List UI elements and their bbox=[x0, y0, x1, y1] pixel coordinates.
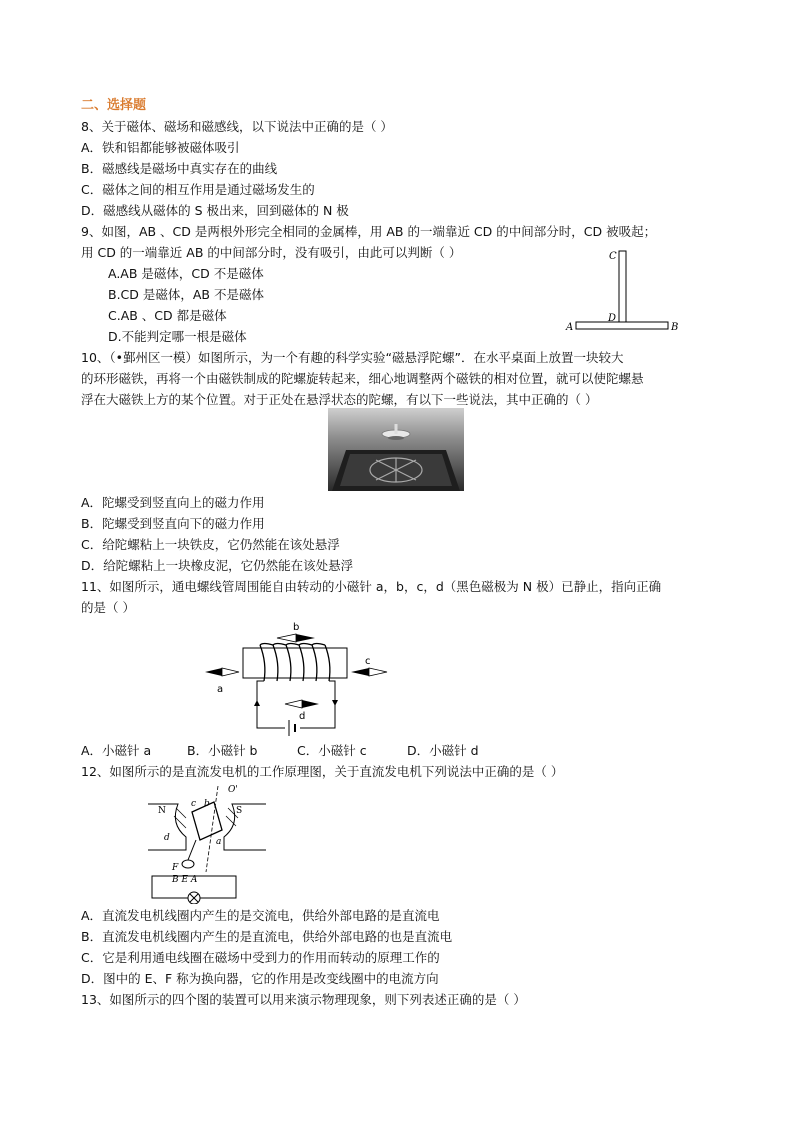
label-d: d bbox=[164, 833, 170, 843]
q10-option-d: D．给陀螺粘上一块橡皮泥，它仍然能在该处悬浮 bbox=[81, 558, 354, 573]
compass-needle-a bbox=[205, 668, 239, 676]
q11-stem-line1: 11、如图所示，通电螺线管周围能自由转动的小磁针 a，b，c，d（黑色磁极为 N 极）已静止，指向正确 bbox=[81, 579, 662, 594]
q12-stem: 12、如图所示的是直流发电机的工作原理图，关于直流发电机下列说法中正确的是（ ） bbox=[81, 764, 564, 779]
q8-stem: 8、关于磁体、磁场和磁感线，以下说法中正确的是（ ） bbox=[81, 119, 393, 134]
needle-label-b: b bbox=[293, 622, 300, 633]
q9-option-d: D.不能判定哪一根是磁体 bbox=[108, 329, 247, 344]
compass-needle-d bbox=[285, 700, 319, 708]
label-b: B bbox=[671, 322, 679, 333]
magnet-pole-s bbox=[224, 804, 266, 850]
section-title: 二、选择题 bbox=[81, 98, 147, 113]
q11-option-d: D．小磁针 d bbox=[407, 743, 479, 758]
q13-stem: 13、如图所示的四个图的装置可以用来演示物理现象，则下列表述正确的是（ ） bbox=[81, 992, 526, 1007]
q9-stem-line2: 用 CD 的一端靠近 AB 的中间部分时，没有吸引，由此可以判断（ ） bbox=[81, 245, 462, 260]
q9-option-a: A.AB 是磁体，CD 不是磁体 bbox=[108, 266, 264, 281]
compass-needle-c bbox=[351, 668, 387, 676]
label-a: a bbox=[216, 837, 222, 847]
q11-options bbox=[81, 743, 479, 759]
label-c: c bbox=[191, 799, 197, 809]
label-s: S bbox=[236, 806, 243, 816]
label-b: b bbox=[204, 799, 210, 809]
q9-stem-line1: 9、如图，AB 、CD 是两根外形完全相同的金属棒，用 AB 的一端靠近 CD 的中间部分时，CD 被吸起； bbox=[81, 224, 657, 239]
q10-stem-line2: 的环形磁铁，再将一个由磁铁制成的陀螺旋转起来，细心地调整两个磁铁的相对位置，就可以使陀螺悬 bbox=[81, 371, 644, 386]
q10-levitating-top-photo bbox=[328, 408, 464, 491]
label-n: N bbox=[158, 806, 166, 816]
q11-option-b: B．小磁针 b bbox=[187, 743, 258, 758]
q11-option-a: A．小磁针 a bbox=[81, 743, 152, 758]
commutator bbox=[182, 860, 194, 868]
q11-solenoid-figure bbox=[205, 618, 405, 738]
label-f: F bbox=[172, 863, 179, 873]
magnet-pole-n bbox=[148, 804, 186, 850]
q8-option-b: B．磁感线是磁场中真实存在的曲线 bbox=[81, 161, 278, 176]
q12-generator-figure bbox=[148, 782, 266, 904]
q11-stem-line2: 的是（ ） bbox=[81, 600, 135, 615]
needle-label-d: d bbox=[299, 711, 306, 722]
rod-ab bbox=[576, 322, 668, 329]
compass-needle-b bbox=[277, 634, 315, 642]
q10-option-b: B．陀螺受到竖直向下的磁力作用 bbox=[81, 516, 265, 531]
rod-cd bbox=[619, 251, 626, 322]
needle-label-c: c bbox=[365, 656, 371, 667]
needle-label-a: a bbox=[217, 684, 224, 695]
label-d: D bbox=[608, 313, 617, 324]
q10-option-a: A．陀螺受到竖直向上的磁力作用 bbox=[81, 495, 265, 510]
q8-option-a: A．铁和铝都能够被磁体吸引 bbox=[81, 140, 240, 155]
q9-option-c: C.AB 、CD 都是磁体 bbox=[108, 308, 227, 323]
q9-rods-figure bbox=[560, 246, 690, 336]
label-o: O' bbox=[228, 785, 238, 795]
label-c: C bbox=[609, 251, 617, 262]
solenoid-core bbox=[243, 648, 347, 678]
q8-option-c: C．磁体之间的相互作用是通过磁场发生的 bbox=[81, 182, 315, 197]
q12-option-d: D．图中的 E、F 称为换向器，它的作用是改变线圈中的电流方向 bbox=[81, 971, 439, 986]
q10-stem-line1: 10、（•鄞州区一模）如图所示，为一个有趣的科学实验“磁悬浮陀螺”．在水平桌面上放置一块较大 bbox=[81, 350, 624, 365]
q12-option-a: A．直流发电机线圈内产生的是交流电，供给外部电路的是直流电 bbox=[81, 908, 440, 923]
label-bea: B E A bbox=[172, 875, 198, 885]
q8-option-d: D．磁感线从磁体的 S 极出来，回到磁体的 N 极 bbox=[81, 203, 349, 218]
q12-option-c: C．它是利用通电线圈在磁场中受到力的作用而转动的原理工作的 bbox=[81, 950, 440, 965]
q10-option-c: C．给陀螺粘上一块铁皮，它仍然能在该处悬浮 bbox=[81, 537, 340, 552]
q10-stem-line3: 浮在大磁铁上方的某个位置。对于正处在悬浮状态的陀螺，有以下一些说法，其中正确的（ ） bbox=[81, 392, 598, 407]
q11-option-c: C．小磁针 c bbox=[297, 743, 367, 758]
q12-option-b: B．直流发电机线圈内产生的是直流电，供给外部电路的也是直流电 bbox=[81, 929, 453, 944]
q9-option-b: B.CD 是磁体，AB 不是磁体 bbox=[108, 287, 264, 302]
label-a: A bbox=[566, 322, 574, 333]
